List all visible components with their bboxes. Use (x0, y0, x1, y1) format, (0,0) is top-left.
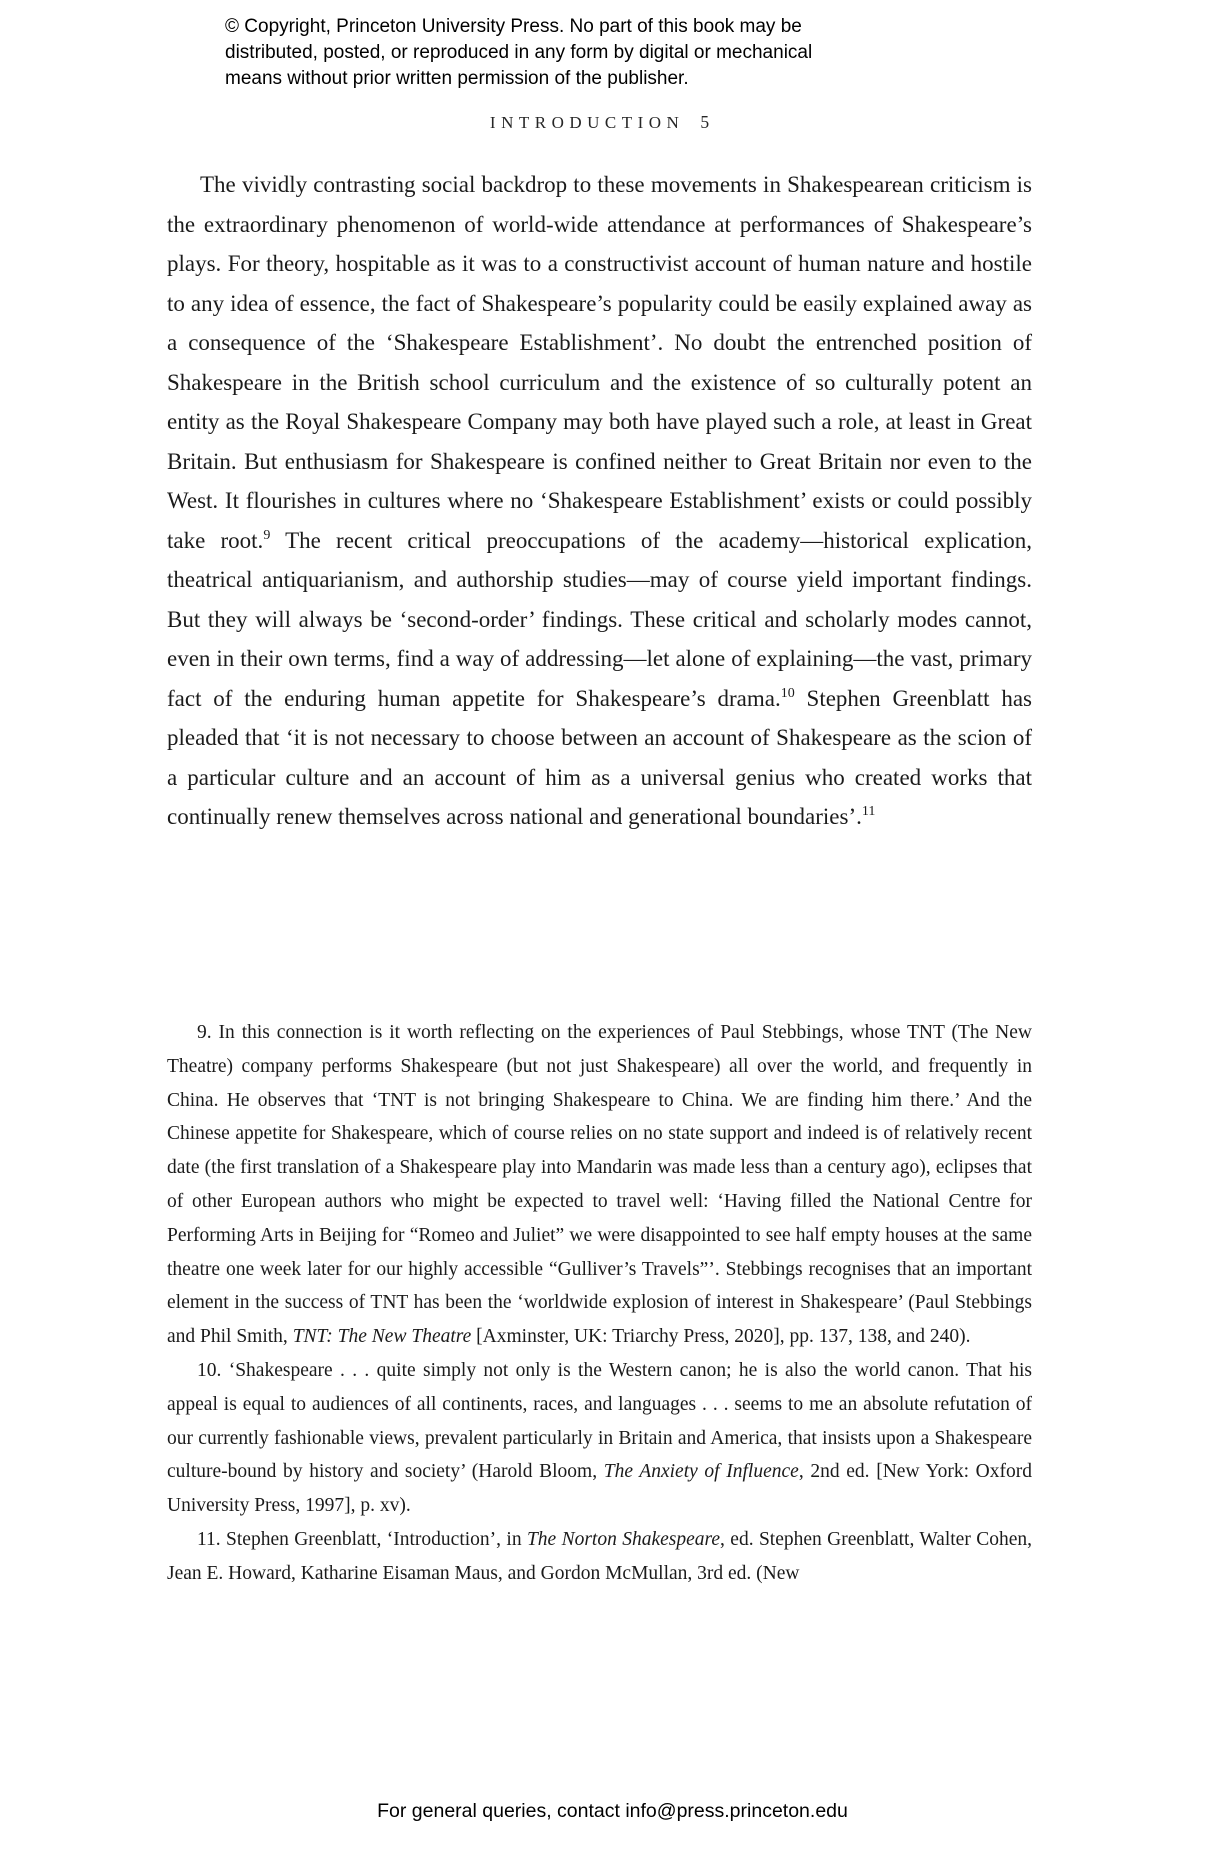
footnote-text-segment: , ed. Stephen Greenblatt, Walter Cohen, Jean E. Howard, Katharine Eisaman Maus, and Gordon McMullan, 3rd ed. (New (167, 1528, 1032, 1584)
body-text-segment: The vividly contrasting social backdrop to these movements in Shakespearean criticism is the extraordinary phenomenon of world-wide attendance at performances of Shakespeare’s plays. For theory, hospitable as it was to a constructivist account of human nature and hostile to any idea of essence, the fact of Shakespeare’s popularity could be easily explained away as a consequence of the ‘Shakespeare Establishment’. No doubt the entrenched position of Shakespeare in the British school curriculum and the existence of so culturally potent an entity as the Royal Shakespeare Company may both have played such a role, at least in Great Britain. But enthusiasm for Shakespeare is confined neither to Great Britain nor even to the West. It flourishes in cultures where no ‘Shakespeare Establishment’ exists or could possibly take root. (167, 172, 1032, 553)
footnote-text-segment: [Axminster, UK: Triarchy Press, 2020], pp. 137, 138, and 240). (471, 1326, 971, 1348)
footnote-ref-11: 11 (861, 804, 876, 819)
copyright-line: © Copyright, Princeton University Press. No part of this book may be (225, 16, 802, 37)
footer-query-line: For general queries, contact info@press.princeton.edu (377, 1800, 848, 1822)
body-text-segment: The recent critical preoccupations of the academy—historical explication, theatrical antiquarianism, and authorship studies—may of course yield important findings. But they will always be ‘second-order’ findings. These critical and scholarly modes cannot, even in their own terms, find a way of addressing—let alone of explaining—the vast, primary fact of the enduring human appetite for Shakespeare’s drama. (167, 527, 1033, 711)
footnotes-section (167, 1016, 1032, 1591)
footnote-ref-10: 10 (780, 685, 795, 701)
body-paragraph (167, 165, 1032, 837)
running-head (167, 112, 1032, 133)
copyright-line: distributed, posted, or reproduced in any form by digital or mechanical (225, 42, 813, 63)
book-title-italic: TNT: The New Theatre (292, 1326, 472, 1348)
book-title-italic: The Anxiety of Influence (603, 1461, 799, 1483)
footnote-text-segment: 11. Stephen Greenblatt, ‘Introduction’, in (197, 1528, 527, 1550)
chapter-title: INTRODUCTION (489, 113, 685, 132)
book-title-italic: The Norton Shakespeare (526, 1528, 721, 1550)
footnote-text-segment: 10. ‘Shakespeare . . . quite simply not only is the Western canon; he is also the world canon. That his appeal is equal to audiences of all continents, races, and languages . . . seems to me an absolute refutation of our currently fashionable views, prevalent particularly in Britain and America, that insists upon a Shakespeare culture-bound by history and society’ (Harold Bloom, (167, 1359, 1032, 1483)
body-text-segment: Stephen Greenblatt has pleaded that ‘it is not necessary to choose between an account of Shakespeare as the scion of a particular culture and an account of him as a universal genius who created works that continually renew themselves across national and generational boundaries’. (167, 685, 1032, 829)
copyright-line: means without prior written permission of the publisher. (225, 68, 689, 89)
footnote-10 (167, 1354, 1032, 1523)
page-number: 5 (700, 112, 710, 132)
footnote-text-segment: 9. In this connection is it worth reflecting on the experiences of Paul Stebbings, whose TNT (The New Theatre) company performs Shakespeare (but not just Shakespeare) all over the world, and frequently in China. He observes that ‘TNT is not bringing Shakespeare to China. We are finding him there.’ And the Chinese appetite for Shakespeare, which of course relies on no state support and indeed is of relatively recent date (the first translation of a Shakespeare play into Mandarin was made less than a century ago), eclipses that of other European authors who might be expected to travel well: ‘Having filled the National Centre for Performing Arts in Beijing for “Romeo and Juliet” we were disappointed to see half empty houses at the same theatre one week later for our highly accessible “Gulliver’s Travels”’. Stebbings recognises that an important element in the success of TNT has been the ‘worldwide explosion of interest in Shakespeare’ (Paul Stebbings and Phil Smith, (167, 1022, 1032, 1348)
footnote-9 (167, 1016, 1032, 1354)
copyright-notice (225, 14, 865, 92)
footnote-text-segment: , 2nd ed. [New York: Oxford University Press, 1997], p. xv). (167, 1461, 1032, 1517)
footnote-ref-9: 9 (263, 527, 271, 543)
footnote-11 (167, 1523, 1032, 1591)
